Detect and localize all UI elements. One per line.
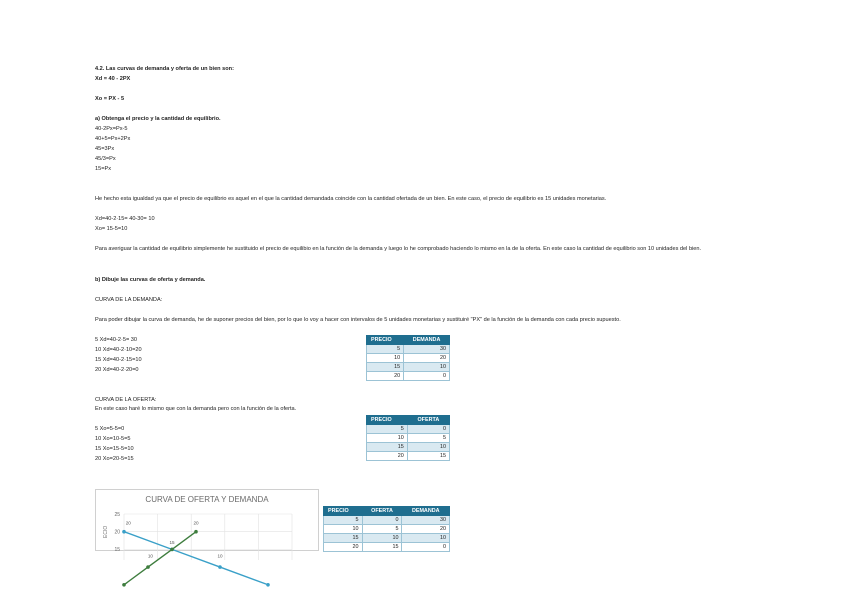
table-cell: 5 [362,525,402,534]
data-label: 15 [169,540,175,546]
data-point [146,565,150,569]
data-point [170,548,174,552]
table-cell: 20 [324,543,363,552]
demand-section-title: CURVA DE LA DEMANDA: [95,297,163,303]
supply-calc-line: 20 Xo=20-5=15 [95,456,134,462]
data-point [122,530,126,534]
table-cell: 10 [362,534,402,543]
demand-table [366,335,450,381]
table-cell: 5 [367,345,404,354]
table-row [324,534,450,543]
table-cell: 0 [362,516,402,525]
table-cell: 30 [404,345,450,354]
demand-calc-line: 15 Xd=40-2·15=10 [95,357,142,363]
step-line: 40-2Px=Px-5 [95,126,128,132]
table-cell: 20 [367,372,404,381]
data-point [266,583,270,587]
table-row [367,434,450,443]
table-row [367,443,450,452]
table-row [367,345,450,354]
table-cell: 15 [324,534,363,543]
supply-calc-line: 5 Xo=5-5=0 [95,426,125,432]
table-cell: 0 [402,543,450,552]
table-cell: 10 [407,443,449,452]
question-a: a) Obtenga el precio y la cantidad de equilibrio. [95,116,221,122]
demand-calc-line: 20 Xd=40-2·20=0 [95,367,139,373]
table-cell: 10 [404,363,450,372]
table-cell: 0 [404,372,450,381]
data-label: 10 [217,553,223,559]
table-cell: 15 [407,452,449,461]
calc-supply: Xo= 15-5=10 [95,226,128,232]
explanation-paragraph: En este caso haré lo mismo que con la demanda pero con la función de la oferta. [95,406,297,412]
table-row [367,425,450,434]
table-cell: 0 [407,425,449,434]
chart-series-group [122,530,270,587]
demand-calc-line: 10 Xd=40-2·10=20 [95,347,142,353]
chart-title: CURVA DE OFERTA Y DEMANDA [145,495,269,504]
table-row [367,354,450,363]
table-header: OFERTA [362,507,402,516]
table-header: DEMANDA [404,336,450,345]
table-cell: 15 [367,363,404,372]
step-line: 45/3=Px [95,156,116,162]
y-axis-ticks [114,512,120,553]
supply-calc-line: 15 Xo=15-5=10 [95,446,134,452]
question-b: b) Dibuje las curvas de oferta y demanda. [95,277,206,283]
table-cell: 5 [324,516,363,525]
y-axis-label: ECIO [103,525,109,538]
data-point [218,565,222,569]
calc-demand: Xd=40-2·15= 40-30= 10 [95,216,155,222]
table-row [367,363,450,372]
table-row [324,516,450,525]
table-row [367,452,450,461]
table-row [367,372,450,381]
data-point [122,583,126,587]
data-point [194,530,198,534]
supply-calc-line: 10 Xo=10-5=5 [95,436,131,442]
combined-table [323,506,450,552]
y-tick-label: 15 [114,547,120,554]
demand-calc-line: 5 Xd=40-2·5= 30 [95,337,137,343]
data-label: 10 [147,553,153,559]
table-cell: 5 [367,425,408,434]
step-line: 45=3Px [95,146,115,152]
data-labels [126,521,223,559]
table-cell: 15 [367,443,408,452]
data-label: 20 [125,520,131,526]
table-header: PRECIO [367,336,404,345]
series-line [124,532,268,585]
y-tick-label: 25 [114,511,120,518]
data-label: 20 [193,520,199,526]
explanation-paragraph: Para averiguar la cantidad de equilibrio simplemente he sustituido el precio de equilibio en la función de la demanda y luego lo he comprobado haciendo lo mismo en la de la oferta. En este caso la cantidad de equilibrio son 10 unidades del bien. [95,246,702,252]
supply-function: Xo = PX - 5 [95,96,125,102]
chart-canvas [96,490,318,559]
demand-function: Xd = 40 - 2PX [95,76,131,82]
table-header: DEMANDA [402,507,450,516]
supply-demand-chart [95,489,319,559]
y-tick-label: 20 [114,529,120,536]
table-cell: 20 [404,354,450,363]
step-line: 15=Px [95,166,112,172]
explanation-paragraph: He hecho esta igualdad ya que el precio de equilibrio es aquel en el que la cantidad demandada coincide con la cantidad ofertada de un bien. En este caso, el precio de equilibrio es 15 unidades monetarias. [95,196,607,202]
explanation-paragraph: Para poder dibujar la curva de demanda, he de suponer precios del bien, por lo que lo voy a hacer con intervalos de 5 unidades monetarias y sustituiré "PX" de la función de la demanda con cada precio supuesto. [95,317,621,323]
table-cell: 10 [367,434,408,443]
table-cell: 20 [367,452,408,461]
table-row [324,543,450,552]
step-line: 40+5=Px+2Px [95,136,131,142]
table-cell: 20 [402,525,450,534]
exercise-heading: 4.2. Las curvas de demanda y oferta de un bien son: [95,66,234,72]
table-cell: 30 [402,516,450,525]
table-cell: 15 [362,543,402,552]
table-cell: 10 [367,354,404,363]
table-cell: 5 [407,434,449,443]
table-header: OFERTA [407,416,449,425]
supply-section-title: CURVA DE LA OFERTA: [95,397,157,403]
table-header: PRECIO [367,416,408,425]
table-row [324,525,450,534]
table-cell: 10 [402,534,450,543]
table-cell: 10 [324,525,363,534]
supply-table [366,415,450,461]
series-line [124,532,196,585]
table-header: PRECIO [324,507,363,516]
